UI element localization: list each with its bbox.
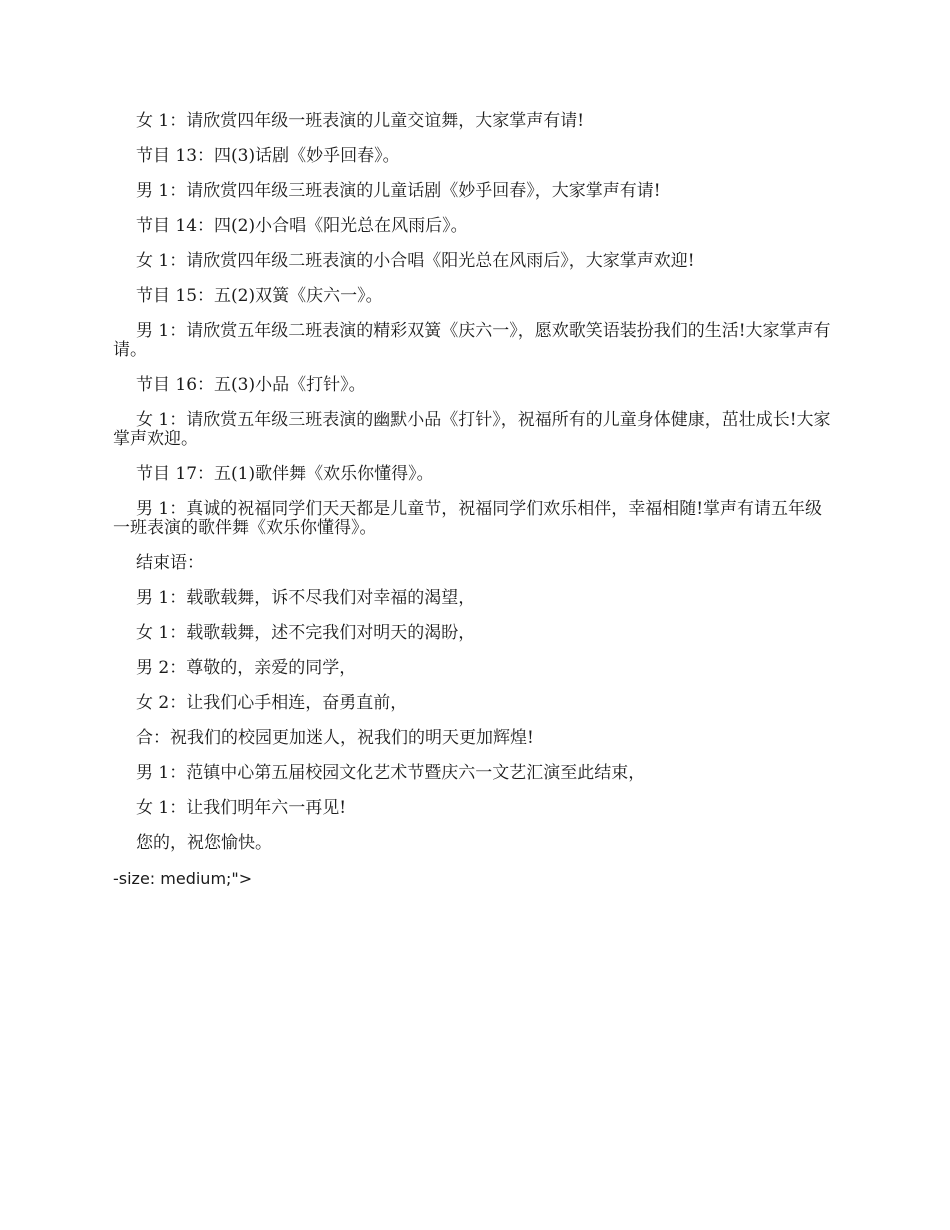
document-body: [113, 112, 838, 889]
paragraph-19: 女 1：让我们明年六一再见!: [136, 798, 347, 818]
paragraph-8: 节目 16：五(3)小品《打针》。: [136, 375, 366, 395]
paragraph-9: 女 1：请欣赏五年级三班表演的幽默小品《打针》，祝福所有的儿童身体健康，茁壮成长!大家掌声欢迎。: [113, 410, 831, 449]
paragraph-13: 男 1：载歌载舞，诉不尽我们对幸福的渴望，: [136, 588, 476, 608]
paragraph-16: 女 2：让我们心手相连，奋勇直前，: [136, 693, 408, 713]
paragraph-14: 女 1：载歌载舞，述不完我们对明天的渴盼，: [136, 623, 476, 643]
paragraph-15: 男 2：尊敬的，亲爱的同学，: [136, 658, 357, 678]
paragraph-6: 节目 15：五(2)双簧《庆六一》。: [136, 286, 383, 306]
paragraph-1: 女 1：请欣赏四年级一班表演的儿童交谊舞，大家掌声有请!: [136, 111, 585, 131]
paragraph-4: 节目 14：四(2)小合唱《阳光总在风雨后》。: [136, 216, 468, 236]
paragraph-10: 节目 17：五(1)歌伴舞《欢乐你懂得》。: [136, 464, 434, 484]
paragraph-5: 女 1：请欣赏四年级二班表演的小合唱《阳光总在风雨后》，大家掌声欢迎!: [136, 251, 695, 271]
paragraph-20: 您的，祝您愉快。: [136, 833, 272, 853]
stray-markup-text: -size: medium;">: [113, 869, 253, 888]
paragraph-12: 结束语：: [136, 553, 204, 573]
paragraph-2: 节目 13：四(3)话剧《妙乎回春》。: [136, 146, 400, 166]
paragraph-17: 合：祝我们的校园更加迷人，祝我们的明天更加辉煌!: [136, 728, 534, 748]
paragraph-18: 男 1：范镇中心第五届校园文化艺术节暨庆六一文艺汇演至此结束，: [136, 763, 646, 783]
paragraph-7: 男 1：请欣赏五年级二班表演的精彩双簧《庆六一》，愿欢歌笑语装扮我们的生活!大家掌声有请。: [113, 321, 831, 360]
paragraph-11: 男 1：真诚的祝福同学们天天都是儿童节，祝福同学们欢乐相伴，幸福相随!掌声有请五年级一班表演的歌伴舞《欢乐你懂得》。: [113, 499, 823, 538]
paragraph-3: 男 1：请欣赏四年级三班表演的儿童话剧《妙乎回春》，大家掌声有请!: [136, 181, 661, 201]
